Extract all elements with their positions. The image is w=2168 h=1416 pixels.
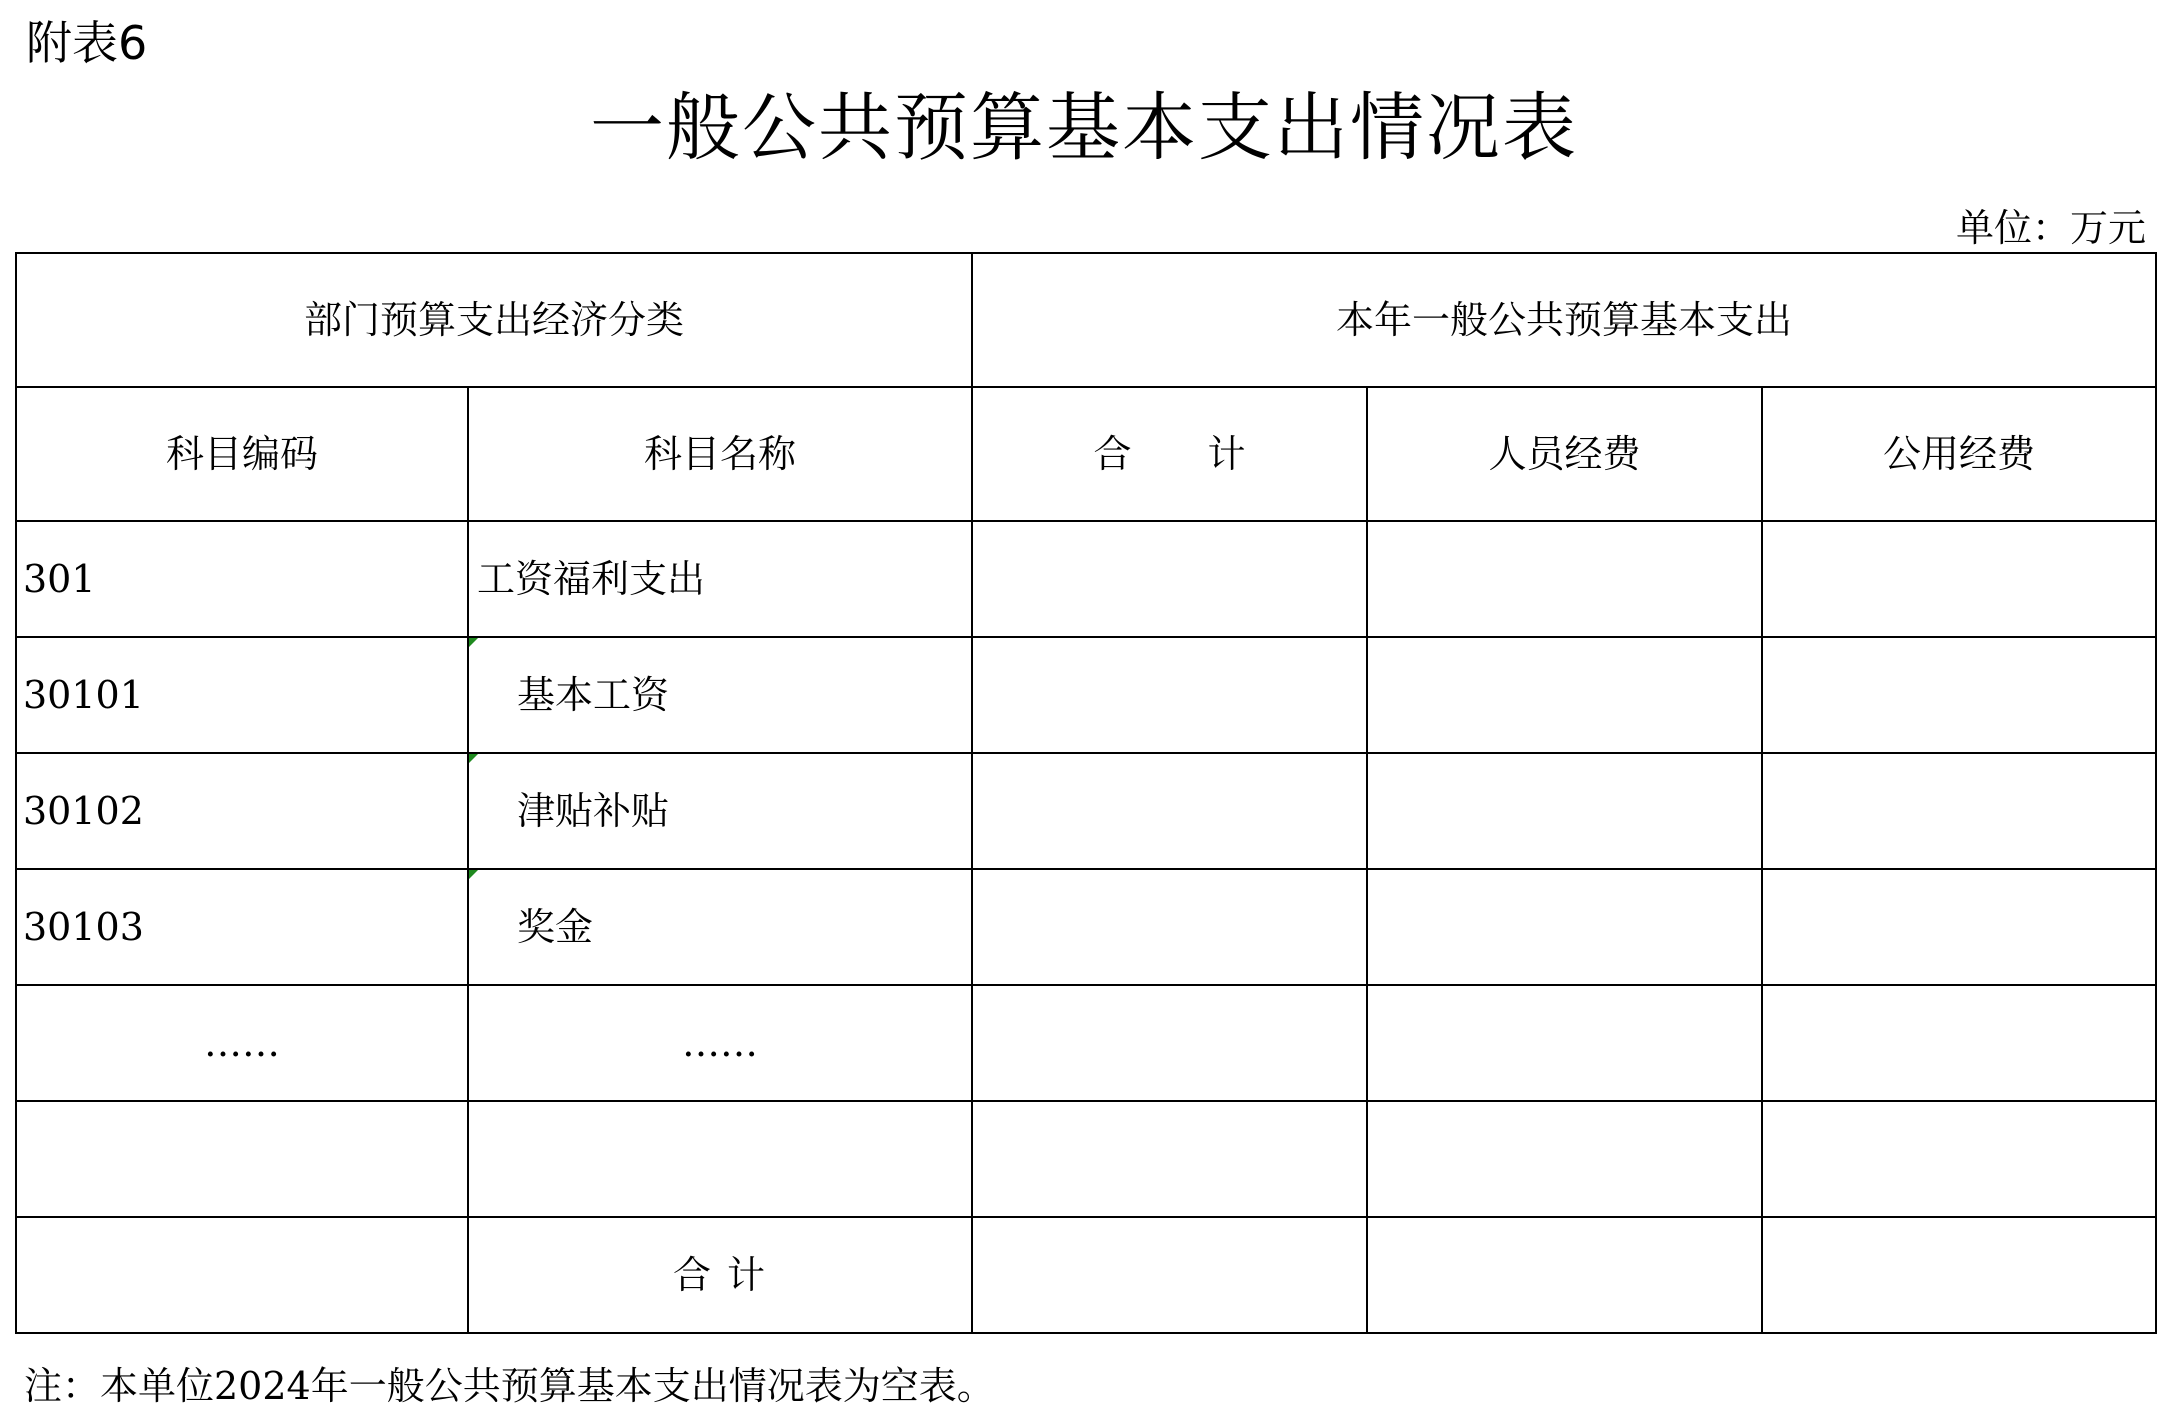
row-public: [1762, 1101, 2156, 1217]
header-economic-classification: 部门预算支出经济分类: [16, 253, 972, 387]
row-name: [468, 869, 972, 985]
page-title: 一般公共预算基本支出情况表: [590, 85, 1578, 171]
row-public: [1762, 637, 2156, 753]
total-row-code: [16, 1217, 468, 1333]
footnote: 注：本单位2024年一般公共预算基本支出情况表为空表。: [24, 1364, 995, 1408]
header-public: 公用经费: [1762, 387, 2156, 521]
row-public: [1762, 753, 2156, 869]
table-row: [16, 1101, 2156, 1217]
cell-comment-marker: [469, 754, 478, 763]
table-row: [16, 985, 2156, 1101]
row-personnel: [1367, 869, 1762, 985]
row-name-text: 奖金: [517, 905, 594, 949]
unit-label: 单位：万元: [1955, 206, 2146, 250]
row-public: [1762, 985, 2156, 1101]
header-personnel: 人员经费: [1367, 387, 1762, 521]
row-code: 30101: [16, 637, 468, 753]
header-subject-name: 科目名称: [468, 387, 972, 521]
row-total: [972, 753, 1367, 869]
row-code: 30103: [16, 869, 468, 985]
row-personnel: [1367, 985, 1762, 1101]
row-public: [1762, 521, 2156, 637]
row-total: [972, 521, 1367, 637]
total-row-personnel: [1367, 1217, 1762, 1333]
cell-comment-marker: [469, 638, 478, 647]
row-total: [972, 985, 1367, 1101]
row-code: [16, 1101, 468, 1217]
row-total: [972, 869, 1367, 985]
table-row: [16, 521, 2156, 637]
row-code: 301: [16, 521, 468, 637]
table-row: [16, 753, 2156, 869]
total-row-total: [972, 1217, 1367, 1333]
row-code: 30102: [16, 753, 468, 869]
row-name-text: 津贴补贴: [517, 789, 670, 833]
row-total: [972, 1101, 1367, 1217]
appendix-label: 附表6: [26, 16, 148, 70]
header-basic-expenditure: 本年一般公共预算基本支出: [972, 253, 2156, 387]
table-row: [16, 869, 2156, 985]
row-personnel: [1367, 753, 1762, 869]
column-header-row: [16, 387, 2156, 521]
group-header-row: [16, 253, 2156, 387]
row-name: [468, 1101, 972, 1217]
cell-comment-marker: [469, 870, 478, 879]
row-code: ……: [16, 985, 468, 1101]
table-row: [16, 637, 2156, 753]
row-name: [468, 753, 972, 869]
total-row-public: [1762, 1217, 2156, 1333]
row-public: [1762, 869, 2156, 985]
total-row-label: 合 计: [468, 1217, 972, 1333]
row-total: [972, 637, 1367, 753]
row-personnel: [1367, 1101, 1762, 1217]
total-row: [16, 1217, 2156, 1333]
row-name: 工资福利支出: [468, 521, 972, 637]
row-name: ……: [468, 985, 972, 1101]
header-total: 合 计: [972, 387, 1367, 521]
header-subject-code: 科目编码: [16, 387, 468, 521]
row-personnel: [1367, 521, 1762, 637]
row-name-text: 基本工资: [517, 673, 670, 717]
row-personnel: [1367, 637, 1762, 753]
row-name: [468, 637, 972, 753]
budget-table: [15, 252, 2157, 1334]
